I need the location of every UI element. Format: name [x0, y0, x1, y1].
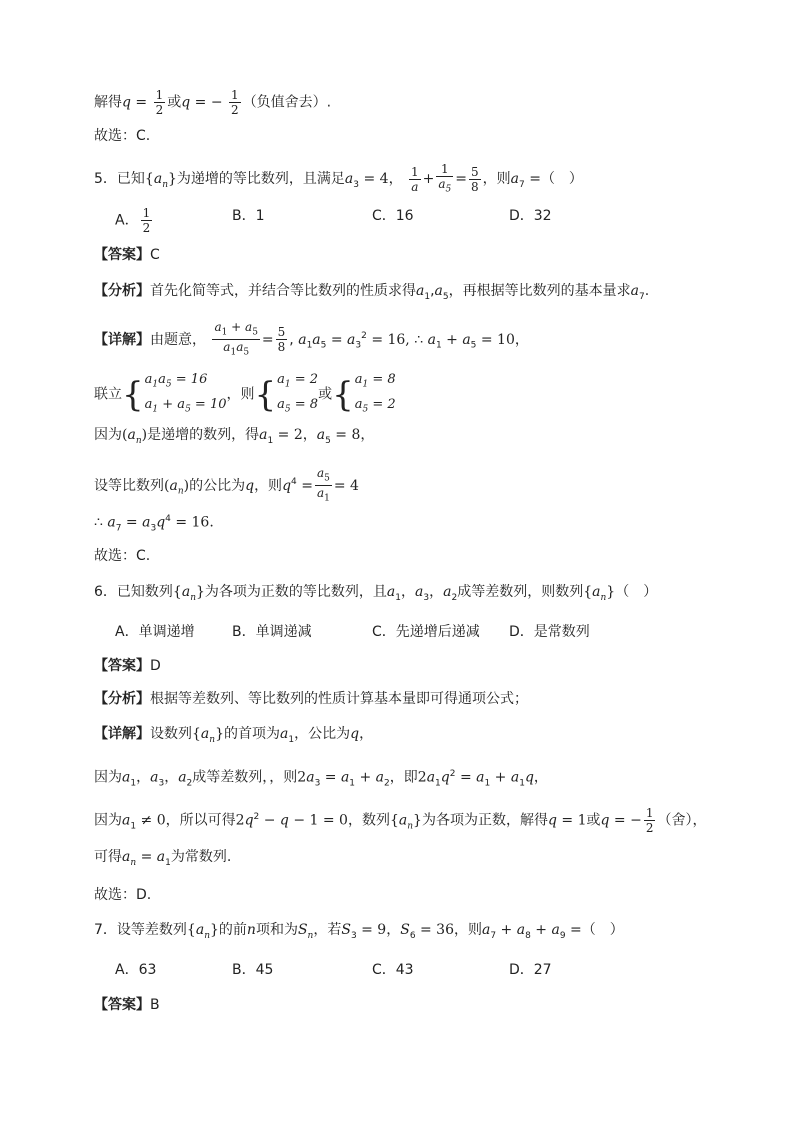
text: ，则: [254, 477, 283, 494]
text: 为各项为正数的等比数列，且: [204, 584, 387, 600]
text: （负值舍去）.: [242, 94, 332, 111]
text: 的首项为: [224, 726, 280, 742]
text: 的前: [218, 922, 247, 938]
answer-label: 【答案】: [94, 997, 150, 1013]
q7-answer: [94, 995, 160, 1015]
answer-choice-line: 故选：D.: [94, 887, 152, 903]
q5-option-c: C．16: [372, 208, 414, 224]
q5-detail-1: 【详解】由题意， $\frac{a_1 + a_5}{a_1a_5}$ = $\frac{5}{8}$ , $a_1a_5 = a_3^2 = 16$, ∴ $a_1 + a_5 = 10$，: [94, 320, 529, 358]
text: 成等差数列，则数列: [457, 584, 584, 600]
text: 因为: [94, 812, 122, 829]
q6-option-b: B．单调递减: [232, 624, 312, 640]
answer-choice-line: 故选：C.: [94, 548, 151, 564]
analysis-label: 【分析】: [94, 691, 150, 707]
q7-option-c: C．43: [372, 962, 414, 978]
analysis-label: 【分析】: [94, 283, 150, 299]
q6-option-a: A．单调递增: [115, 624, 195, 640]
text: ，数列: [347, 812, 390, 829]
text: 的公比为: [189, 477, 246, 494]
answer-label: 【答案】: [94, 247, 150, 263]
text: 成等差数列，，则: [192, 769, 298, 786]
answer-value: C: [150, 247, 160, 263]
q7-option-a: A．63: [115, 962, 157, 978]
text: 6．已知数列: [94, 584, 173, 600]
q5-detail-4: 设等比数列$(a_n)$的公比为q，则$q^4$ = $\frac{a_5}{a_1}$ = 4: [94, 466, 359, 504]
text: 或: [167, 94, 182, 111]
detail-label: 【详解】: [94, 331, 150, 348]
q6-detail-3: 因为$a_1 \ne 0$，所以可得$2q^2 - q - 1 = 0$，数列$\{a_n\}$为各项为正数，解得q = 1或q = − $\frac{1}{2}$ （舍），: [94, 806, 707, 835]
text: 因为: [94, 427, 122, 443]
q6-analysis: [94, 689, 528, 709]
text: （ ）: [615, 584, 658, 600]
q6-detail-1: 【详解】设数列$\{a_n\}$的首项为$a_1$，公比为q，: [94, 726, 374, 745]
solution-line-q4: 解得q = $\frac{1}{2}$ 或q = − $\frac{1}{2}$ （负值舍去）.: [94, 88, 332, 117]
text: ，若: [313, 922, 342, 938]
text: 7．设等差数列: [94, 922, 187, 938]
q5-detail-3: 因为$(a_n)$是递增的数列，得$a_1 = 2$，$a_5 = 8$，: [94, 427, 375, 446]
text: 为各项为正数，解得: [421, 812, 548, 829]
text: 是递增的数列，得: [147, 427, 260, 443]
text: ，所以可得: [165, 812, 236, 829]
text: ，则: [482, 171, 511, 188]
text: ，再根据等比数列的基本量求: [448, 283, 631, 299]
text: 或: [586, 812, 601, 829]
q5-detail-5: ∴ $a_7 = a_3q^4 = 16$.: [94, 514, 214, 534]
text: 可得: [94, 849, 122, 865]
q6-answer: [94, 656, 161, 676]
text: 为常数列.: [170, 849, 232, 865]
text: 项和为: [255, 922, 298, 938]
text: 首先化简等式，并结合等比数列的性质求得: [150, 283, 416, 299]
q7-option-d: D．27: [509, 962, 552, 978]
q5-analysis: 【分析】首先化简等式，并结合等比数列的性质求得$a_1,a_5$，再根据等比数列的基本量求$a_7$.: [94, 283, 650, 302]
question-5: 5．已知$\{a_n\}$为递增的等比数列，且满足$a_3 = 4$， $\frac{1}{a}$ + $\frac{1}{a_5}$ = $\frac{5}{8}$ ，则$a_7$ =（ ）: [94, 162, 583, 195]
answer-choice-line: 故选：C.: [94, 128, 151, 144]
text: 设数列: [150, 726, 192, 742]
q6-detail-4: 可得$a_n = a_1$为常数列.: [94, 849, 232, 868]
q6-option-c: C．先递增后递减: [372, 624, 480, 640]
text: 根据等差数列、等比数列的性质计算基本量即可得通项公式；: [150, 691, 528, 707]
text: 为递增的等比数列，且满足: [176, 171, 345, 188]
text: 联立: [94, 386, 122, 403]
text: 因为: [94, 769, 122, 786]
text: ，即: [389, 769, 418, 786]
q5-detail-2: 联立{ $a_1a_5 = 16$ $a_1 + a_5 = 10$ ，则{ $a_1 = 2$ $a_5 = 8$ 或{ $a_1 = 8$ $a_5 = 2$: [94, 372, 396, 415]
q5-answer: [94, 245, 160, 265]
text: A．: [115, 212, 139, 229]
text: 由题意，: [150, 331, 206, 348]
question-6: 6．已知数列$\{a_n\}$为各项为正数的等比数列，且$a_1$，$a_3$，$a_2$成等差数列，则数列$\{a_n\}$（ ）: [94, 584, 658, 603]
q5-option-d: D．32: [509, 208, 552, 224]
text: 或: [318, 386, 333, 403]
text: 设等比数列: [94, 477, 164, 494]
q7-option-b: B．45: [232, 962, 274, 978]
q6-option-d: D．是常数列: [509, 624, 590, 640]
text: 5．已知: [94, 171, 145, 188]
text: 解得: [94, 94, 122, 111]
q5-option-b: B．1: [232, 208, 265, 224]
answer-label: 【答案】: [94, 658, 150, 674]
answer-value: B: [150, 997, 160, 1013]
q6-detail-2: 因为$a_1$，$a_3$，$a_2$成等差数列，，则$2a_3 = a_1 + a_2$，即$2a_1q^2 = a_1 + a_1q$，: [94, 769, 548, 789]
text: ，则: [454, 922, 482, 938]
text: ，公比为: [294, 726, 351, 742]
text: （舍），: [657, 812, 707, 829]
text: ，则: [226, 386, 255, 403]
answer-value: D: [150, 658, 161, 674]
question-7: 7．设等差数列$\{a_n\}$的前n项和为$S_n$，若$S_3 = 9$，$S_6 = 36$，则$a_7 + a_8 + a_9$ =（ ）: [94, 922, 624, 941]
detail-label: 【详解】: [94, 726, 150, 742]
text: （ ）: [540, 171, 583, 188]
text: （ ）: [581, 922, 624, 938]
q5-option-a: A． $\frac{1}{2}$: [115, 206, 151, 235]
